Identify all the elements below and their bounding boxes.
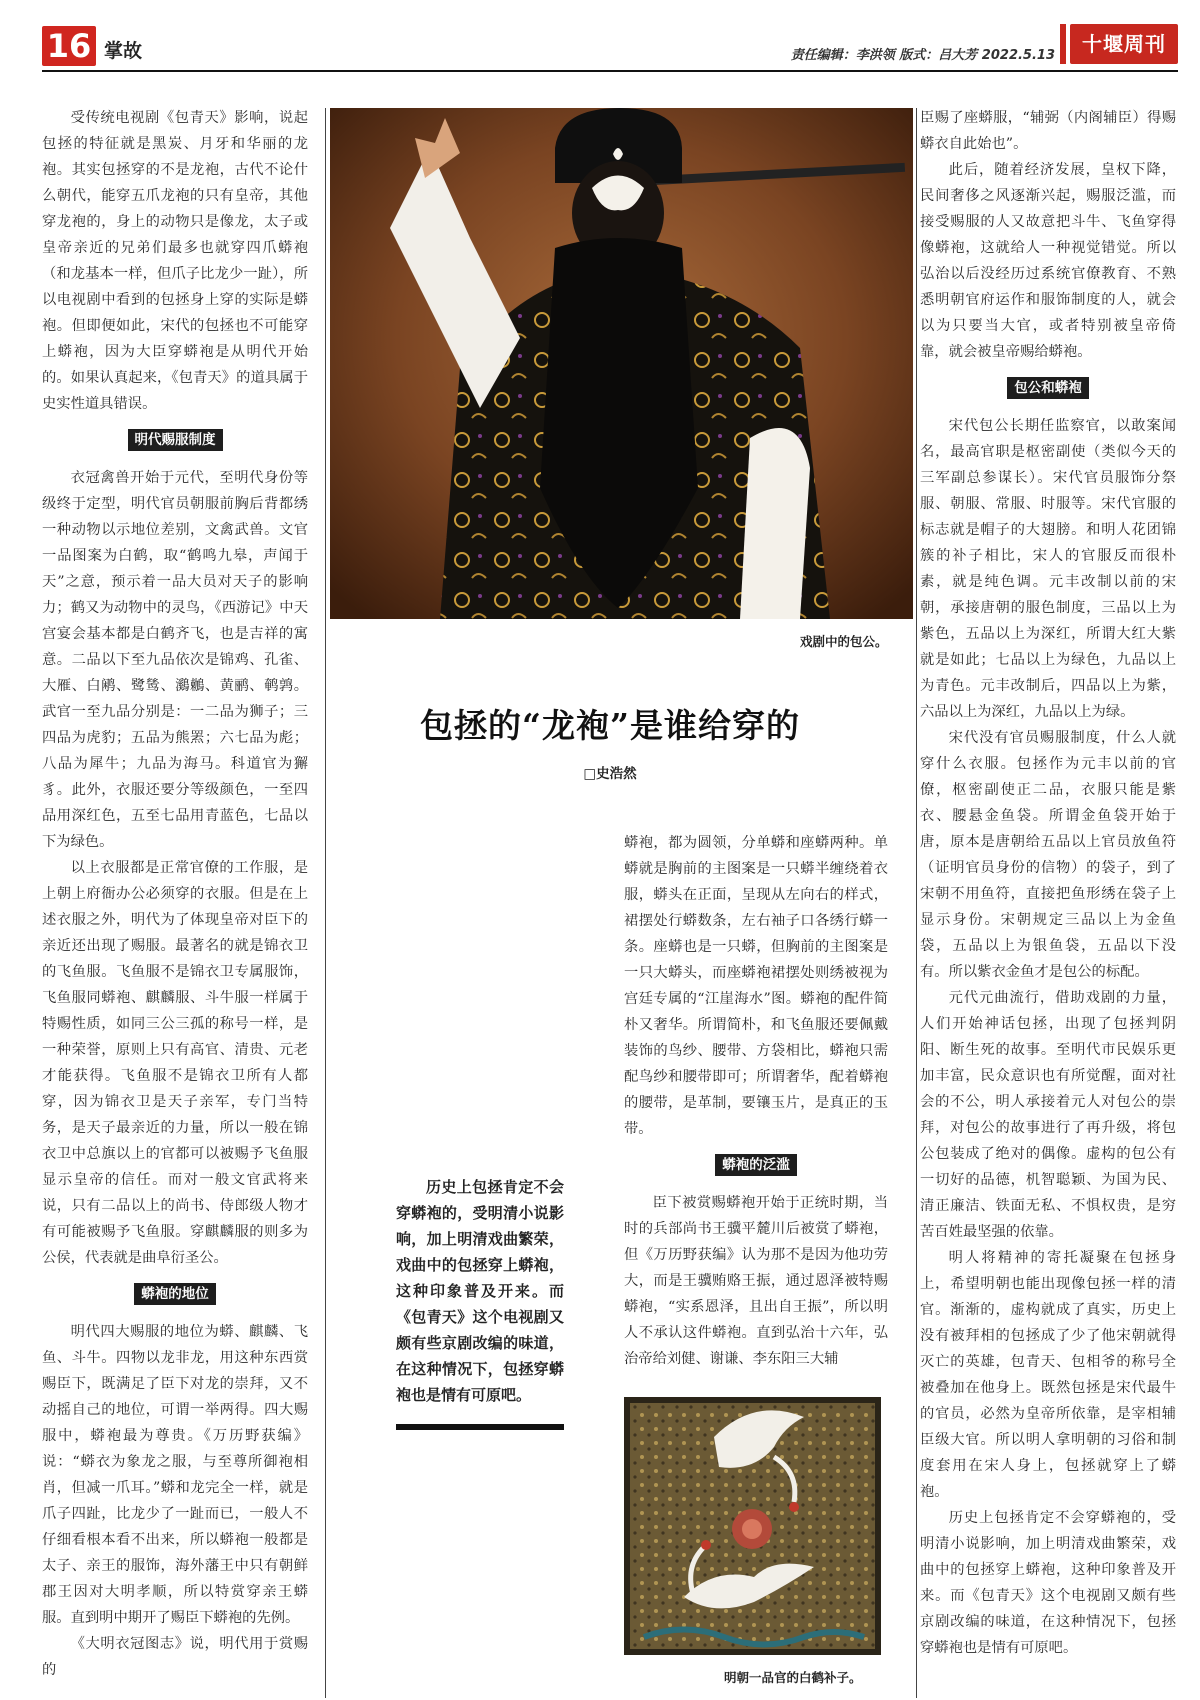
pull-quote	[396, 1174, 564, 1408]
column-divider	[916, 108, 917, 1698]
paragraph: 蟒袍，都为圆领，分单蟒和座蟒两种。单蟒就是胸前的主图案是一只蟒半缠绕着衣服，蟒头在正面，呈现从左向右的样式，裙摆处行蟒数条，左右袖子口各绣行蟒一条。座蟒也是一只蟒，但胸前的主图案是一只大蟒头，而座蟒袍裙摆处则绣被视为宫廷专属的“江崖海水”图。蟒袍的配件简朴又奢华。所谓简朴，和飞鱼服还要佩戴装饰的鸟纱、腰带、方袋相比，蟒袍只需配鸟纱和腰带即可；所谓奢华，配着蟒袍的腰带，是革制，要镶玉片，是真正的玉带。	[624, 835, 888, 1137]
article-title: 包拯的“龙袍”是谁给穿的	[420, 706, 800, 745]
newspaper-masthead: 十堰周刊	[1070, 24, 1178, 64]
opera-baogong-photo	[330, 108, 913, 619]
paragraph: 明人将精神的寄托凝聚在包拯身上，希望明朝也能出现像包拯一样的清官。渐渐的，虚构就成了真实，历史上没有被拜相的包拯成了少了他宋朝就得灭亡的英雄，包青天、包相爷的称号全被叠加在他身上。既然包拯是宋代最牛的官员，必然为皇帝所依靠，是宰相辅臣级大官。所以明人拿明朝的习俗和制度套用在宋人身上，包拯就穿上了蟒袍。	[920, 1250, 1176, 1500]
pull-quote-bar	[396, 1424, 564, 1430]
photo-caption: 明朝一品官的白鹤补子。	[724, 1670, 862, 1685]
subheading: 蟒袍的地位	[134, 1283, 216, 1305]
paragraph: 以上衣服都是正常官僚的工作服，是上朝上府衙办公必须穿的衣服。但是在上述衣服之外，明代为了体现皇帝对臣下的亲近还出现了赐服。最著名的就是锦衣卫的飞鱼服。飞鱼服不是锦衣卫专属服饰，飞鱼服同蟒袍、麒麟服、斗牛服一样属于特赐性质，如同三公三孤的称号一样，是一种荣誉，原则上只有高官、清贵、元老才能获得。飞鱼服不是锦衣卫所有人都穿，因为锦衣卫是天子亲军，专门当特务，是天子最亲近的力量，所以一般在锦衣卫中总旗以上的官都可以被赐予飞鱼服显示皇帝的信任。而对一般文官武将来说，只有二品以上的尚书、侍郎级人物才有可能被赐予飞鱼服。穿麒麟服的则多为公侯，代表就是曲阜衍圣公。	[42, 860, 308, 1266]
paragraph: 衣冠禽兽开始于元代，至明代身份等级终于定型，明代官员朝服前胸后背都绣一种动物以示地位差别，文禽武兽。文官一品图案为白鹤，取“鹤鸣九皋，声闻于天”之意，预示着一品大员对天子的影响力；鹤又为动物中的灵鸟，《西游记》中天宫宴会基本都是白鹤齐飞，也是吉祥的寓意。二品以下至九品依次是锦鸡、孔雀、大雁、白鹇、鹭鸶、鸂鶒、黄鹂、鹌鹑。武官一至九品分别是：一二品为狮子；三四品为虎豹；五品为熊罴；六七品为彪；八品为犀牛；九品为海马。科道官为獬豸。此外，衣服还要分等级颜色，一至四品用深红色，五至七品用青蓝色，七品以下为绿色。	[42, 470, 308, 850]
paragraph: 臣赐了座蟒服，“辅弼（内阁辅臣）得赐蟒衣自此始也”。	[920, 110, 1176, 152]
paragraph: 明代四大赐服的地位为蟒、麒麟、飞鱼、斗牛。四物以龙非龙，用这种东西赏赐臣下，既满足了臣下对龙的崇拜，又不动摇自己的地位，可谓一举两得。四大赐服中，蟒袍最为尊贵。《万历野获编》说：“蟒衣为象龙之服，与至尊所御袍相肖，但减一爪耳。”蟒和龙完全一样，就是爪子四趾，比龙少了一趾而已，一般人不仔细看根本看不出来，所以蟒袍一般都是太子、亲王的服饰，海外藩王中只有朝鲜郡王因对大明孝顺，所以特赏穿亲王蟒服。直到明中期开了赐臣下蟒袍的先例。	[42, 1324, 308, 1626]
pull-quote-text: 历史上包拯肯定不会穿蟒袍的，受明清小说影响，加上明清戏曲繁荣，戏曲中的包拯穿上蟒袍，这种印象普及开来。而《包青天》这个电视剧又颇有些京剧改编的味道，在这种情况下，包拯穿蟒袍也是情有可原吧。	[396, 1178, 564, 1404]
crane-badge-photo	[624, 1397, 881, 1655]
crane-mandarin-square-image	[624, 1397, 881, 1655]
paragraph: 历史上包拯肯定不会穿蟒袍的，受明清小说影响，加上明清戏曲繁荣，戏曲中的包拯穿上蟒袍，这种印象普及开来。而《包青天》这个电视剧又颇有些京剧改编的味道，在这种情况下，包拯穿蟒袍也是情有可原吧。	[920, 1510, 1176, 1656]
opera-performer-image	[330, 108, 913, 619]
page-number: 16	[42, 26, 96, 66]
section-label: 掌故	[104, 40, 143, 62]
paragraph: 此后，随着经济发展，皇权下降，民间奢侈之风逐渐兴起，赐服泛滥，而接受赐服的人又故意把斗牛、飞鱼穿得像蟒袍，这就给人一种视觉错觉。所以弘治以后没经历过系统官僚教育、不熟悉明朝官府运作和服饰制度的人，就会以为只要当大官，或者特别被皇帝倚靠，就会被皇帝赐给蟒袍。	[920, 162, 1176, 360]
paragraph: 元代元曲流行，借助戏剧的力量，人们开始神话包拯，出现了包拯判阴阳、断生死的故事。至明代市民娱乐更加丰富，民众意识也有所觉醒，面对社会的不公，明人承接着元人对包公的崇拜，对包公的故事进行了再升级，将包公包装成了绝对的偶像。虚构的包公有一切好的品德，机智聪颖、为国为民、清正廉洁、铁面无私、不惧权贵，是穷苦百姓最坚强的依靠。	[920, 990, 1176, 1240]
subheading: 明代赐服制度	[128, 429, 223, 451]
header-rule	[42, 70, 1178, 72]
subheading: 包公和蟒袍	[1007, 377, 1089, 399]
paragraph: 臣下被赏赐蟒袍开始于正统时期，当时的兵部尚书王骥平麓川后被赏了蟒袍，但《万历野获编》认为那不是因为他功劳大，而是王骥贿赂王振，通过恩泽被特赐蟒袍，“实系恩泽，且出自王振”，所以明人不承认这件蟒袍。直到弘治十六年，弘治帝给刘健、谢谦、李东阳三大辅	[624, 1195, 888, 1367]
article-column-1	[42, 105, 308, 1683]
paragraph: 宋代包公长期任监察官，以敢案闻名，最高官职是枢密副使（类似今天的三军副总参谋长）。宋代官员服饰分祭服、朝服、常服、时服等。宋代官服的标志就是帽子的大翅膀。和明人花团锦簇的补子相比，宋人的官服反而很朴素，就是纯色调。元丰改制以前的宋朝，承接唐朝的服色制度，三品以上为紫色，五品以上为深红，所谓大红大紫就是如此；七品以上为绿色，九品以上为青色。元丰改制后，四品以上为紫，六品以上为深红，九品以上为绿。	[920, 418, 1176, 720]
editor-credits: 责任编辑：李洪领 版式：吕大芳 2022.5.13	[790, 48, 1055, 63]
article-column-2	[624, 830, 888, 1372]
paragraph: 受传统电视剧《包青天》影响，说起包拯的特征就是黑炭、月牙和华丽的龙袍。其实包拯穿的不是龙袍，古代不论什么朝代，能穿五爪龙袍的只有皇帝，其他穿龙袍的，身上的动物只是像龙，太子或皇帝亲近的兄弟们最多也就穿四爪蟒袍（和龙基本一样，但爪子比龙少一趾），所以电视剧中看到的包拯身上穿的实际是蟒袍。但即便如此，宋代的包拯也不可能穿上蟒袍，因为大臣穿蟒袍是从明代开始的。如果认真起来，《包青天》的道具属于史实性道具错误。	[42, 110, 308, 412]
photo-caption: 戏剧中的包公。	[800, 634, 888, 649]
article-byline: □史浩然	[583, 766, 637, 782]
column-divider	[325, 108, 326, 1698]
paragraph: 宋代没有官员赐服制度，什么人就穿什么衣服。包拯作为元丰以前的官僚，枢密副使正二品，衣服只能是紫衣、腰悬金鱼袋。所谓金鱼袋开始于唐，原本是唐朝给五品以上官员放鱼符（证明官员身份的信物）的袋子，到了宋朝不用鱼符，直接把鱼形绣在袋子上显示身份。宋朝规定三品以上为金鱼袋，五品以上为银鱼袋，五品以下没有。所以紫衣金鱼才是包公的标配。	[920, 730, 1176, 980]
subheading: 蟒袍的泛滥	[715, 1154, 797, 1176]
paragraph: 《大明衣冠图志》说，明代用于赏赐的	[42, 1636, 308, 1678]
article-column-3	[920, 105, 1176, 1661]
